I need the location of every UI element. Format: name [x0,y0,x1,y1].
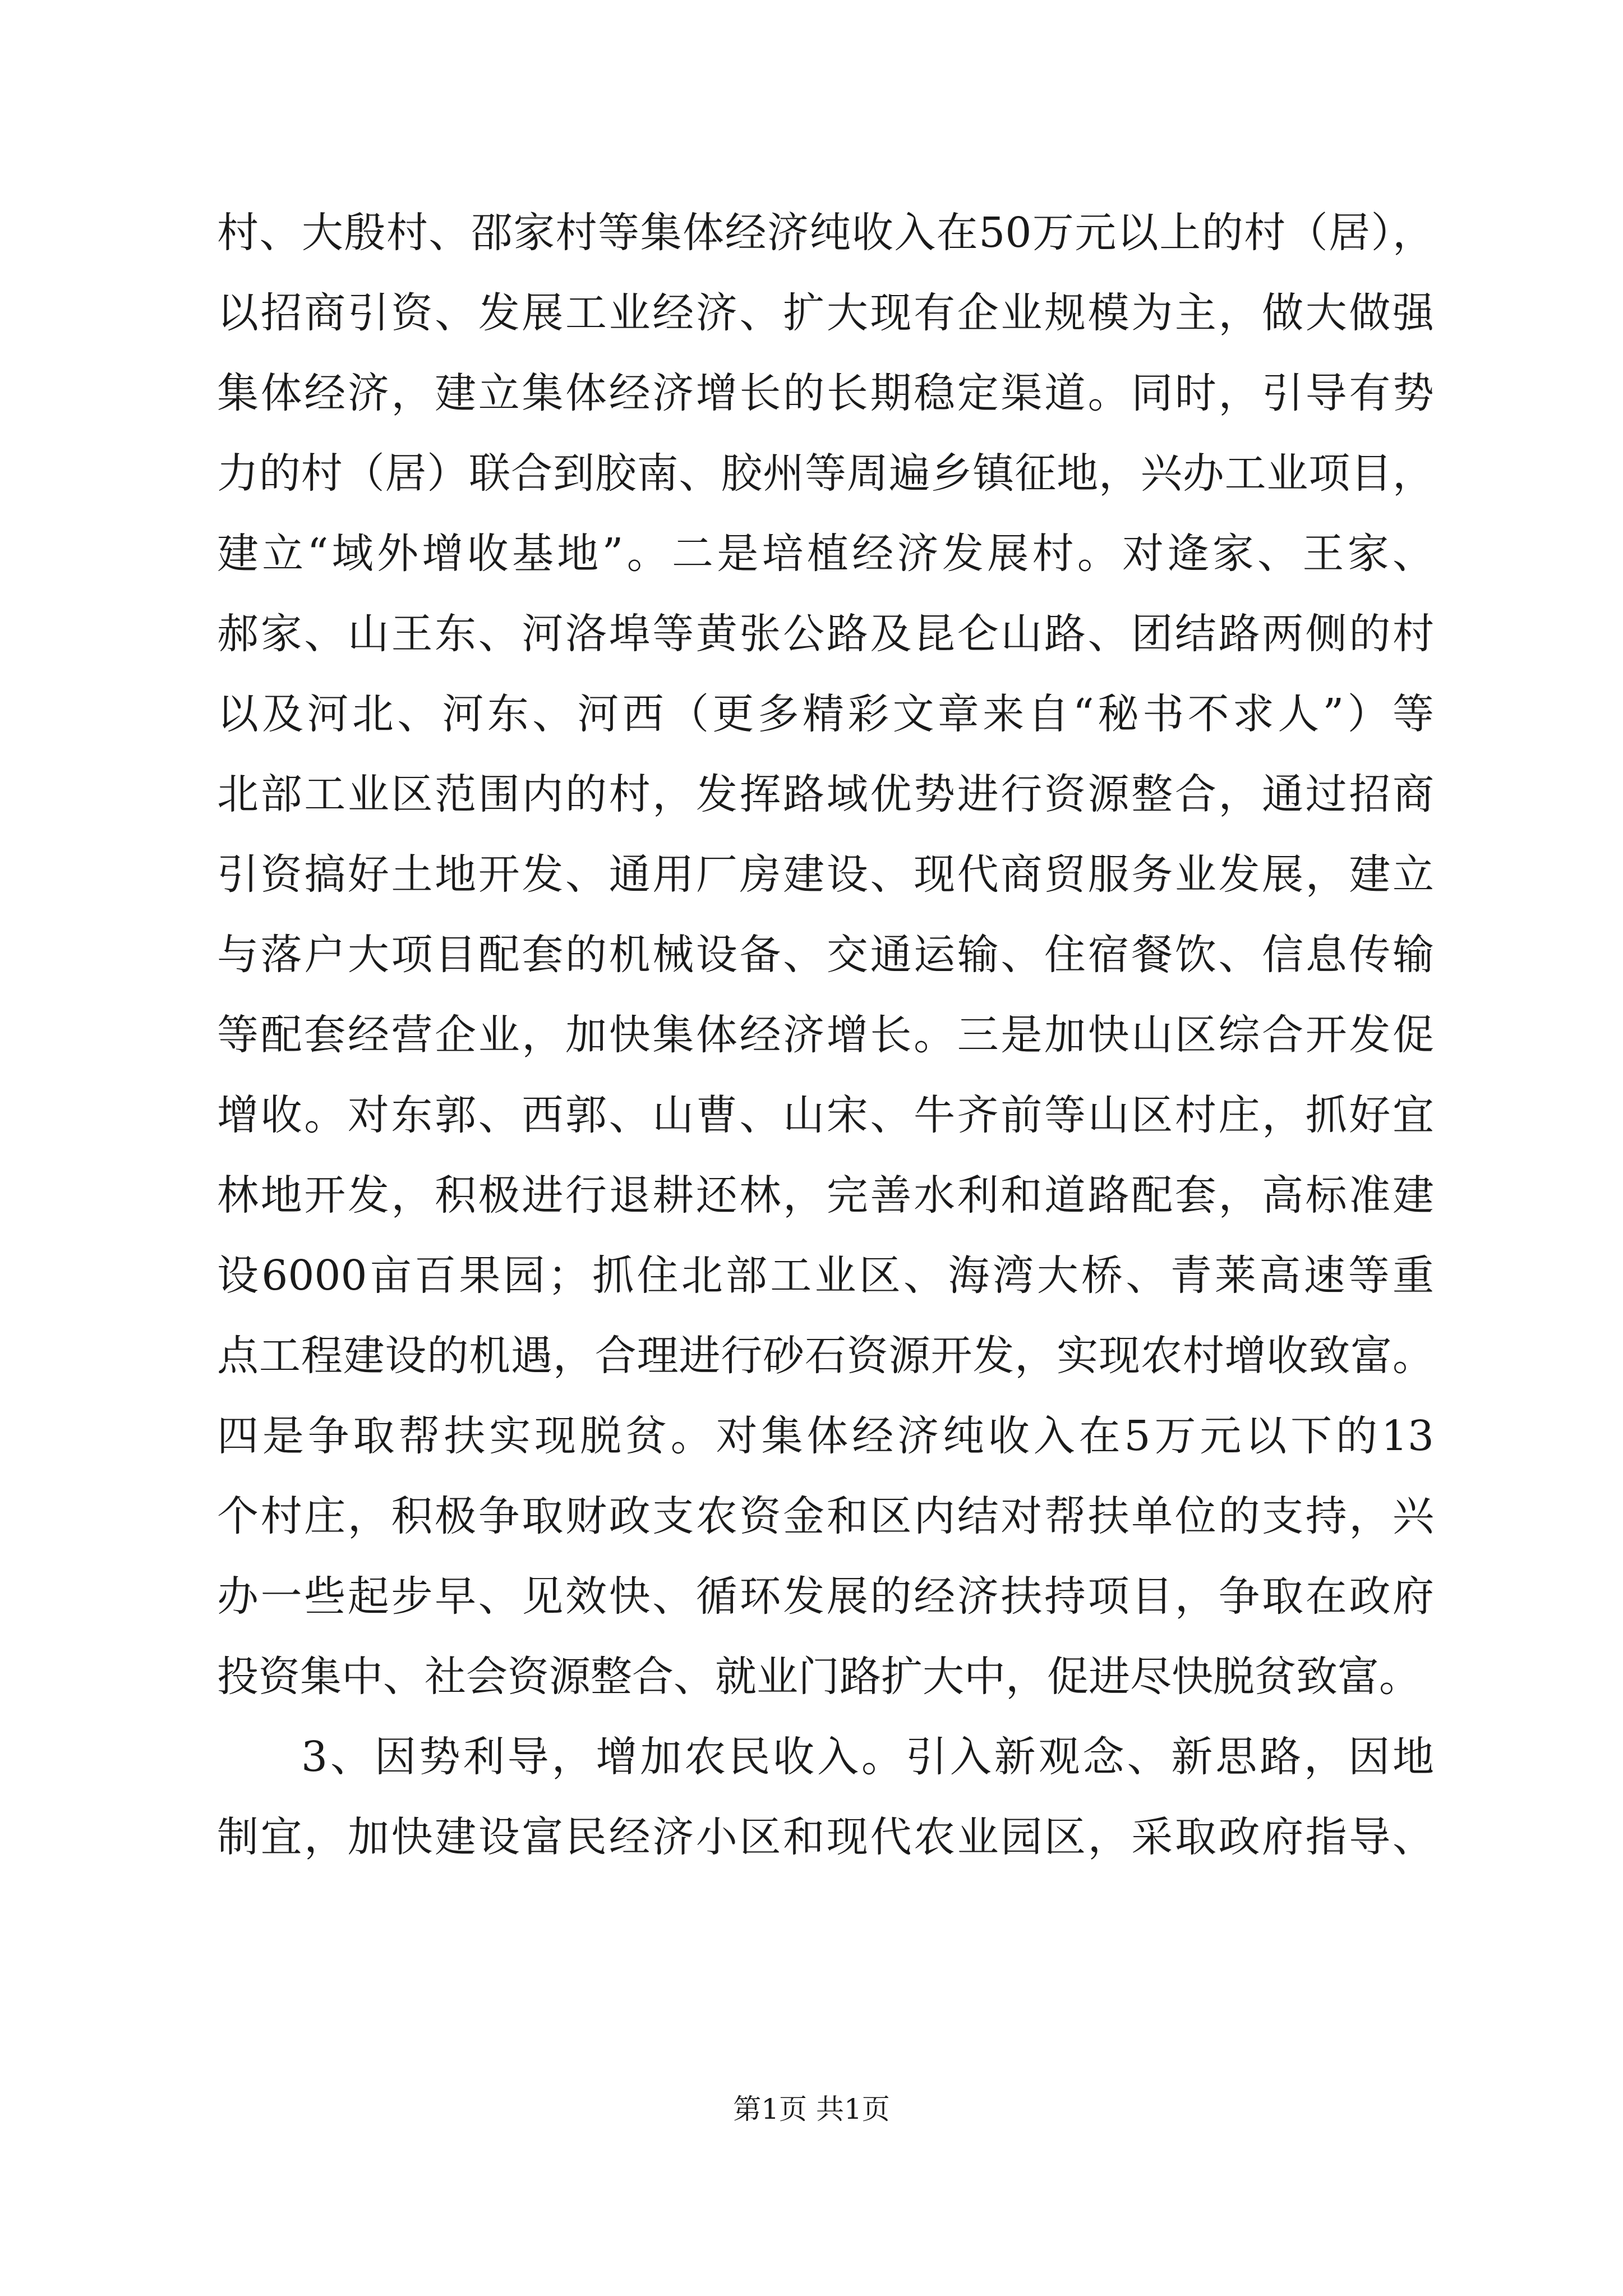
text-line-15: 点工程建设的机遇，合理进行砂石资源开发，实现农村增收致富。 [217,1332,1434,1380]
text-line-20: 3、因势利导，增加农民收入。引入新观念、新思路，因地 [301,1733,1434,1781]
text-line-18: 办一些起步早、见效快、循环发展的经济扶持项目，争取在政府 [217,1572,1434,1621]
text-line-9: 引资搞好土地开发、通用厂房建设、现代商贸服务业发展，建立 [217,850,1434,899]
text-line-7: 以及河北、河东、河西（更多精彩文章来自“秘书不求人”）等 [217,690,1434,738]
text-line-14: 设6000亩百果园；抓住北部工业区、海湾大桥、青莱高速等重 [217,1251,1434,1300]
text-line-19: 投资集中、社会资源整合、就业门路扩大中，促进尽快脱贫致富。 [217,1653,1421,1701]
text-line-17: 个村庄，积极争取财政支农资金和区内结对帮扶单位的支持，兴 [217,1492,1434,1540]
text-line-21: 制宜，加快建设富民经济小区和现代农业园区，采取政府指导、 [217,1813,1434,1861]
text-line-3: 集体经济，建立集体经济增长的长期稳定渠道。同时，引导有势 [217,369,1434,417]
text-line-5: 建立“域外增收基地”。二是培植经济发展村。对逄家、王家、 [217,530,1434,578]
text-line-16: 四是争取帮扶实现脱贫。对集体经济纯收入在5万元以下的13 [217,1412,1434,1460]
text-line-4: 力的村（居）联合到胶南、胶州等周遍乡镇征地，兴办工业项目， [217,449,1434,498]
text-line-11: 等配套经营企业，加快集体经济增长。三是加快山区综合开发促 [217,1011,1434,1059]
text-line-10: 与落户大项目配套的机械设备、交通运输、住宿餐饮、信息传输 [217,931,1434,979]
text-line-1: 村、大殷村、邵家村等集体经济纯收入在50万元以上的村（居）， [217,209,1434,257]
page-number-footer: 第1页 共1页 [733,2093,890,2125]
text-line-12: 增收。对东郭、西郭、山曹、山宋、牛齐前等山区村庄，抓好宜 [217,1091,1434,1139]
text-line-2: 以招商引资、发展工业经济、扩大现有企业规模为主，做大做强 [217,289,1434,337]
text-line-13: 林地开发，积极进行退耕还林，完善水利和道路配套，高标准建 [217,1171,1434,1220]
text-line-8: 北部工业区范围内的村，发挥路域优势进行资源整合，通过招商 [217,770,1434,818]
text-line-6: 郝家、山王东、河洛埠等黄张公路及昆仑山路、团结路两侧的村 [217,610,1434,658]
